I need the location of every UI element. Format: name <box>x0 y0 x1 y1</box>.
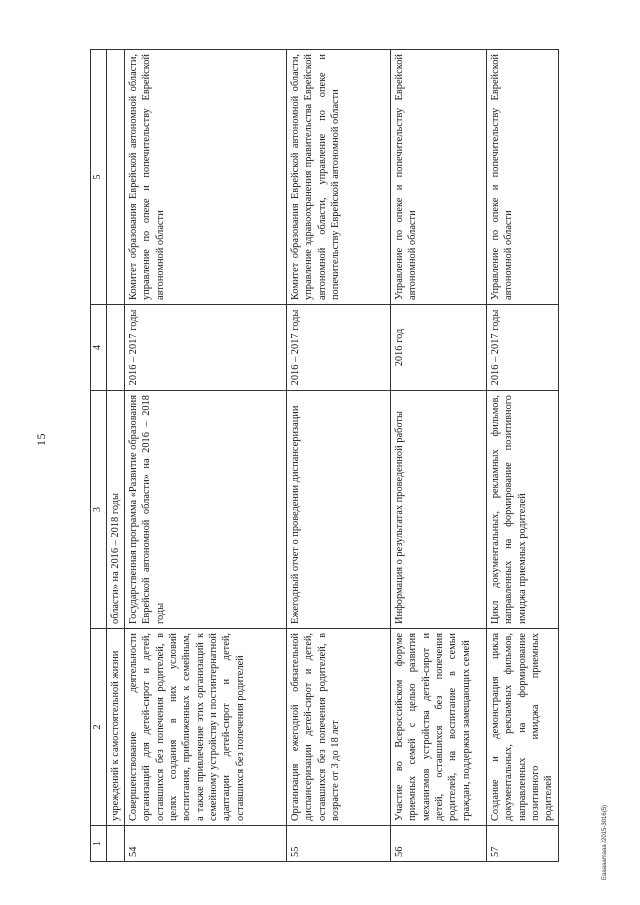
table-row <box>125 50 287 862</box>
table-row <box>391 50 487 862</box>
header-col-3: 3 <box>91 391 107 629</box>
row-result: Информация о результатах проведенной работы <box>391 391 487 629</box>
continuation-row <box>106 50 124 862</box>
continuation-responsible <box>106 50 124 305</box>
table-header-row <box>91 50 107 862</box>
header-col-5: 5 <box>91 50 107 305</box>
row-period: 2016 – 2017 годы <box>487 305 559 391</box>
row-action: Организация ежегодной обязательной диспансеризации детей-сирот и детей, оставшихся без попечения родителей, в возрасте от 3 до 18 лет <box>287 629 391 826</box>
row-responsible: Комитет образования Еврейской автономной области, управление по опеке и попечительству Еврейской автономной области <box>125 50 287 305</box>
header-col-2: 2 <box>91 629 107 826</box>
continuation-period <box>106 305 124 391</box>
row-number: 56 <box>391 826 487 862</box>
row-number: 57 <box>487 826 559 862</box>
rotated-table-container <box>90 50 560 862</box>
row-responsible: Комитет образования Еврейской автономной области, управление здравоохранения правительства Еврейской автономной области, управление по опеке и попечительству Еврейской автономной области <box>287 50 391 305</box>
header-col-4: 4 <box>91 305 107 391</box>
row-responsible: Управление по опеке и попечительству Еврейской автономной области <box>487 50 559 305</box>
measures-table <box>90 49 559 862</box>
continuation-num <box>106 826 124 862</box>
row-period: 2016 – 2017 годы <box>287 305 391 391</box>
row-result: Государственная программа «Развитие образования Еврейской автономной области» на 2016 – 2018 годы <box>125 391 287 629</box>
continuation-result: области» на 2016 – 2018 годы <box>106 391 124 629</box>
row-result: Цикл документальных, рекламных фильмов, направленных на формирование позитивного имиджа приемных родителей <box>487 391 559 629</box>
row-number: 55 <box>287 826 391 862</box>
table-row <box>487 50 559 862</box>
header-col-1: 1 <box>91 826 107 862</box>
row-responsible: Управление по опеке и попечительству Еврейской автономной области <box>391 50 487 305</box>
page-number: 15 <box>34 433 48 446</box>
row-period: 2016 год <box>391 305 487 391</box>
row-period: 2016 – 2017 годы <box>125 305 287 391</box>
row-action: Участие во Всероссийском форуме приемных семей с целью развития механизмов устройства детей-сирот и детей, оставшихся без попечения родителей, на воспитание в семьи граждан, поддержки замещающих семей <box>391 629 487 826</box>
continuation-action: учреждений к самостоятельной жизни <box>106 629 124 826</box>
footer-document-code: Eaaaaamaaa /2015-3016(5) <box>602 804 608 880</box>
row-action: Совершенствование деятельности организаций для детей-сирот и детей, оставшихся без попечения родителей, в целях создания в них условий воспитания, приближенных к семейным, а также привлечение этих организаций к семейному устройству и постинтернатной адаптации детей-сирот и детей, оставшихся без попечения родителей <box>125 629 287 826</box>
row-number: 54 <box>125 826 287 862</box>
table-row <box>287 50 391 862</box>
row-action: Создание и демонстрация цикла документальных, рекламных фильмов, направленных на формирование позитивного имиджа приемных родителей <box>487 629 559 826</box>
row-result: Ежегодный отчет о проведении диспансеризации <box>287 391 391 629</box>
